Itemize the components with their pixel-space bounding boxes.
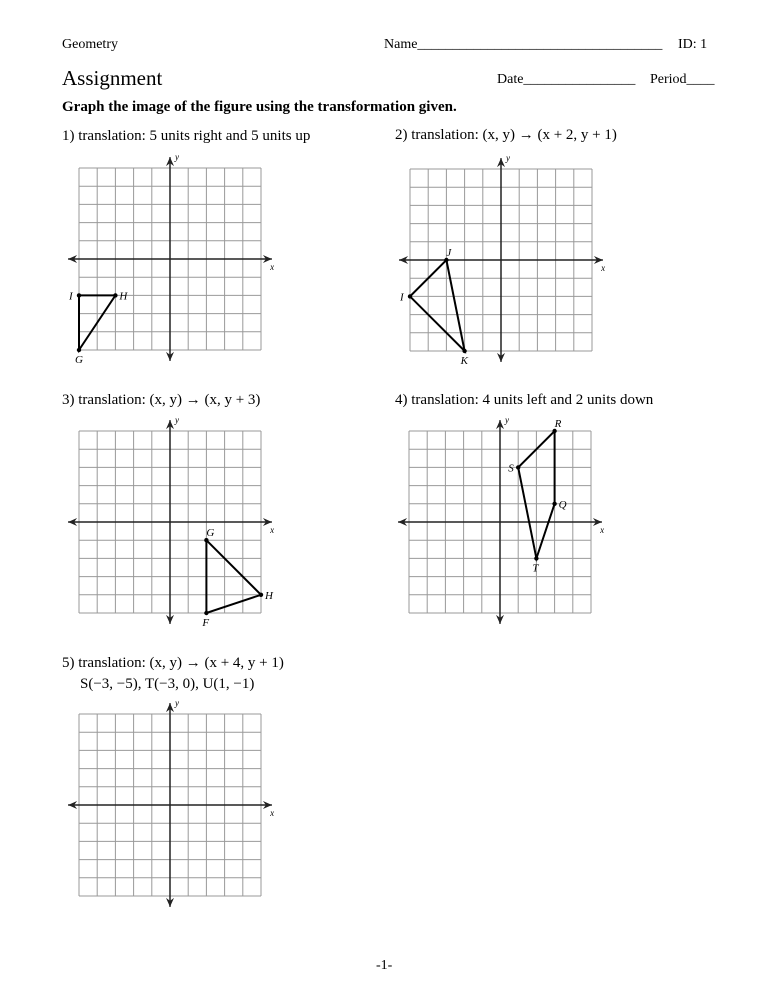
vertex-label-S: S	[508, 462, 514, 475]
vertex-label-R: R	[554, 418, 562, 430]
vertex-label-I: I	[400, 291, 404, 304]
instructions: Graph the image of the figure using the transformation given.	[62, 99, 457, 115]
vertex-label-I: I	[69, 290, 73, 303]
x-axis-label: x	[601, 263, 606, 273]
course-label: Geometry	[62, 37, 118, 52]
problem-number: 5)	[62, 655, 75, 671]
y-axis-label: y	[505, 414, 509, 425]
vertex-label-Q: Q	[558, 498, 567, 511]
page-number: -1-	[376, 958, 393, 973]
problem-text: translation: 5 units right and 5 units up	[78, 128, 311, 144]
x-axis-label: x	[270, 808, 275, 818]
y-axis-label: y	[175, 151, 179, 162]
problem-text: translation: 4 units left and 2 units down	[411, 392, 654, 408]
problem-5-points: S(−3, −5), T(−3, 0), U(1, −1)	[80, 676, 255, 692]
problem-text: translation: (x, y) → (x, y + 3)	[78, 392, 261, 408]
name-field[interactable]: Name___________________________________	[384, 37, 663, 52]
x-axis-label: x	[270, 525, 275, 535]
y-axis-label: y	[175, 697, 179, 708]
problem-number: 2)	[395, 127, 408, 143]
period-field[interactable]: Period____	[650, 72, 715, 87]
id-label: ID: 1	[678, 37, 708, 52]
y-axis-label: y	[506, 152, 510, 163]
y-axis-label: y	[175, 414, 179, 425]
problem-number: 4)	[395, 392, 408, 408]
vertex-label-J: J	[446, 247, 452, 259]
vertex-label-F: F	[202, 617, 210, 629]
problem-number: 1)	[62, 128, 75, 144]
vertex-label-H: H	[265, 589, 273, 602]
problem-text: translation: (x, y) → (x + 2, y + 1)	[411, 127, 617, 143]
vertex-label-G: G	[75, 354, 83, 366]
x-axis-label: x	[600, 525, 605, 535]
vertex-label-T: T	[532, 562, 539, 575]
date-field[interactable]: Date________________	[497, 72, 636, 87]
problem-number: 3)	[62, 392, 75, 408]
vertex-label-H: H	[119, 290, 128, 303]
vertex-label-G: G	[206, 527, 215, 540]
x-axis-label: x	[270, 262, 275, 272]
assignment-title: Assignment	[62, 66, 163, 90]
vertex-label-K: K	[460, 355, 468, 367]
problem-text: translation: (x, y) → (x + 4, y + 1)	[78, 655, 284, 671]
